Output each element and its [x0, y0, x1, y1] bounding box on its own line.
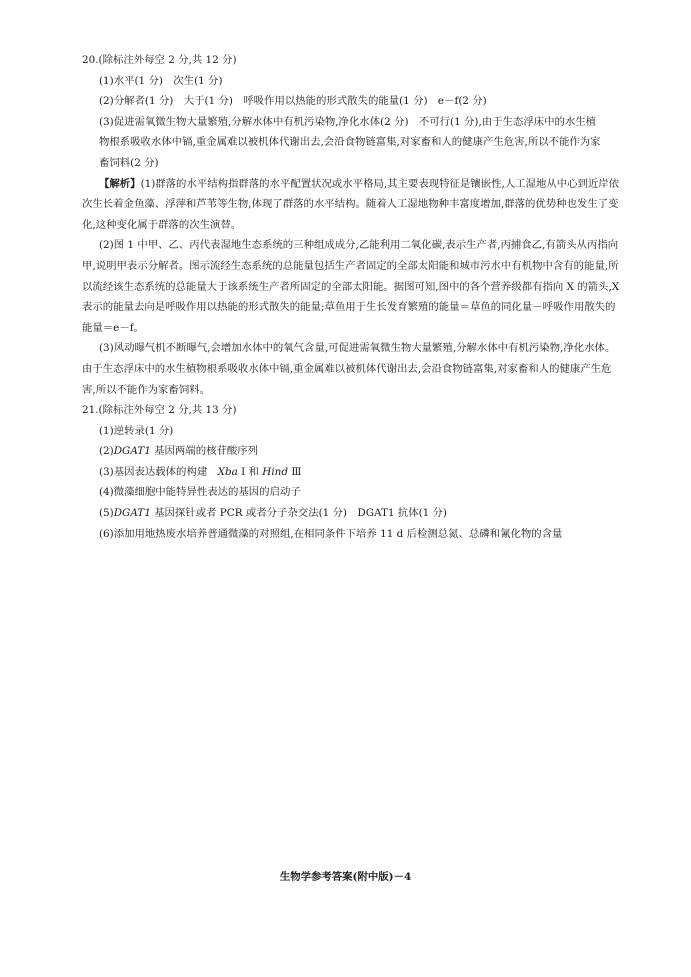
q21-a2-suffix: 基因两端的核苷酸序列 — [150, 445, 259, 458]
answer-content — [82, 50, 622, 544]
analysis-1-text: (1)群落的水平结构指群落的水平配置状况或水平格局,其主要表现特征是镶嵌性,人工湿地从中心到近岸依次生长着金鱼藻、浮萍和芦苇等生物,体现了群落的水平结构。随着人工湿地物种丰富度增加,群落的优势种也发生了变化,这种变化属于群落的次生演替。 — [82, 177, 620, 231]
q21-a3-suffix: Ⅲ — [288, 465, 302, 478]
q21-answer-6: (6)添加用地热废水培养普通微藻的对照组,在相同条件下培养 11 d 后检测总氮、总磷和氰化物的含量 — [99, 527, 563, 540]
q21-a5-prefix: (5) — [99, 507, 114, 520]
q20-answer-2: (2)分解者(1 分) 大于(1 分) 呼吸作用以热能的形式散失的能量(1 分) e－f(2 分) — [99, 95, 487, 108]
q21-answer-1: (1)逆转录(1 分) — [99, 424, 174, 437]
q21-a2-gene: DGAT1 — [113, 445, 151, 458]
q20-answer-3-line-2: 物根系吸收水体中镉,重金属难以被机体代谢出去,会沿食物链富集,对家畜和人的健康产生危害,所以不能作为家 — [99, 136, 601, 149]
analysis-label: 【解析】 — [99, 177, 141, 190]
q20-answer-3-line-1: (3)促进需氧微生物大量繁殖,分解水体中有机污染物,净化水体(2 分) 不可行(1 分),由于生态浮床中的水生植 — [99, 115, 597, 128]
q21-a3-prefix: (3)基因表达载体的构建 — [99, 465, 218, 478]
q21-a3-hind: Hind — [262, 465, 289, 478]
q20-answer-1: (1)水平(1 分) 次生(1 分) — [99, 74, 223, 87]
q20-analysis-1 — [82, 174, 622, 236]
q21-a5-suffix: 基因探针或者 PCR 或者分子杂交法(1 分) DGAT1 抗体(1 分) — [150, 507, 447, 520]
q21-a3-xba: Xba — [217, 465, 238, 478]
q21-header: 21.(除标注外每空 2 分,共 13 分) — [82, 404, 237, 417]
q21-answer-3 — [82, 462, 622, 483]
q21-answer-2 — [82, 441, 622, 462]
q21-answer-5 — [82, 503, 622, 524]
q20-answer-3-line-3: 畜饲料(2 分) — [99, 156, 159, 169]
q20-analysis-2: (2)图 1 中甲、乙、丙代表湿地生态系统的三种组成成分,乙能利用二氧化碳,表示生产者,丙捕食乙,有箭头从丙指向甲,说明甲表示分解者。图示流经生态系统的总能量包括生产者固定的全部太阳能和城市污水中有机物中含有的能量,所以流经该生态系统的总能量大于该系统生产者所固定的全部太阳能。据图可知,图中的各个营养级都有指向 X 的箭头,X 表示的能量去向是呼吸作用以热能的形式散失的能量;草鱼用于生长发育繁殖的能量＝草鱼的同化量－呼吸作用散失的能量＝e－f。 — [82, 239, 620, 334]
q21-a2-prefix: (2) — [99, 445, 114, 458]
page-footer: 生物学参考答案(附中版)－4 — [279, 871, 412, 883]
q21-a3-mid: Ⅰ 和 — [237, 465, 263, 478]
q20-header: 20.(除标注外每空 2 分,共 12 分) — [82, 54, 237, 66]
q20-analysis-3: (3)风动曝气机不断曝气,会增加水体中的氧气含量,可促进需氧微生物大量繁殖,分解水体中有机污染物,净化水体。由于生态浮床中的水生植物根系吸收水体中镉,重金属难以被机体代谢出去,会沿食物链富集,对家畜和人的健康产生危害,所以不能作为家畜饲料。 — [82, 342, 616, 396]
q21-answer-4: (4)微藻细胞中能特异性表达的基因的启动子 — [99, 486, 301, 499]
q21-a5-gene: DGAT1 — [113, 507, 151, 520]
